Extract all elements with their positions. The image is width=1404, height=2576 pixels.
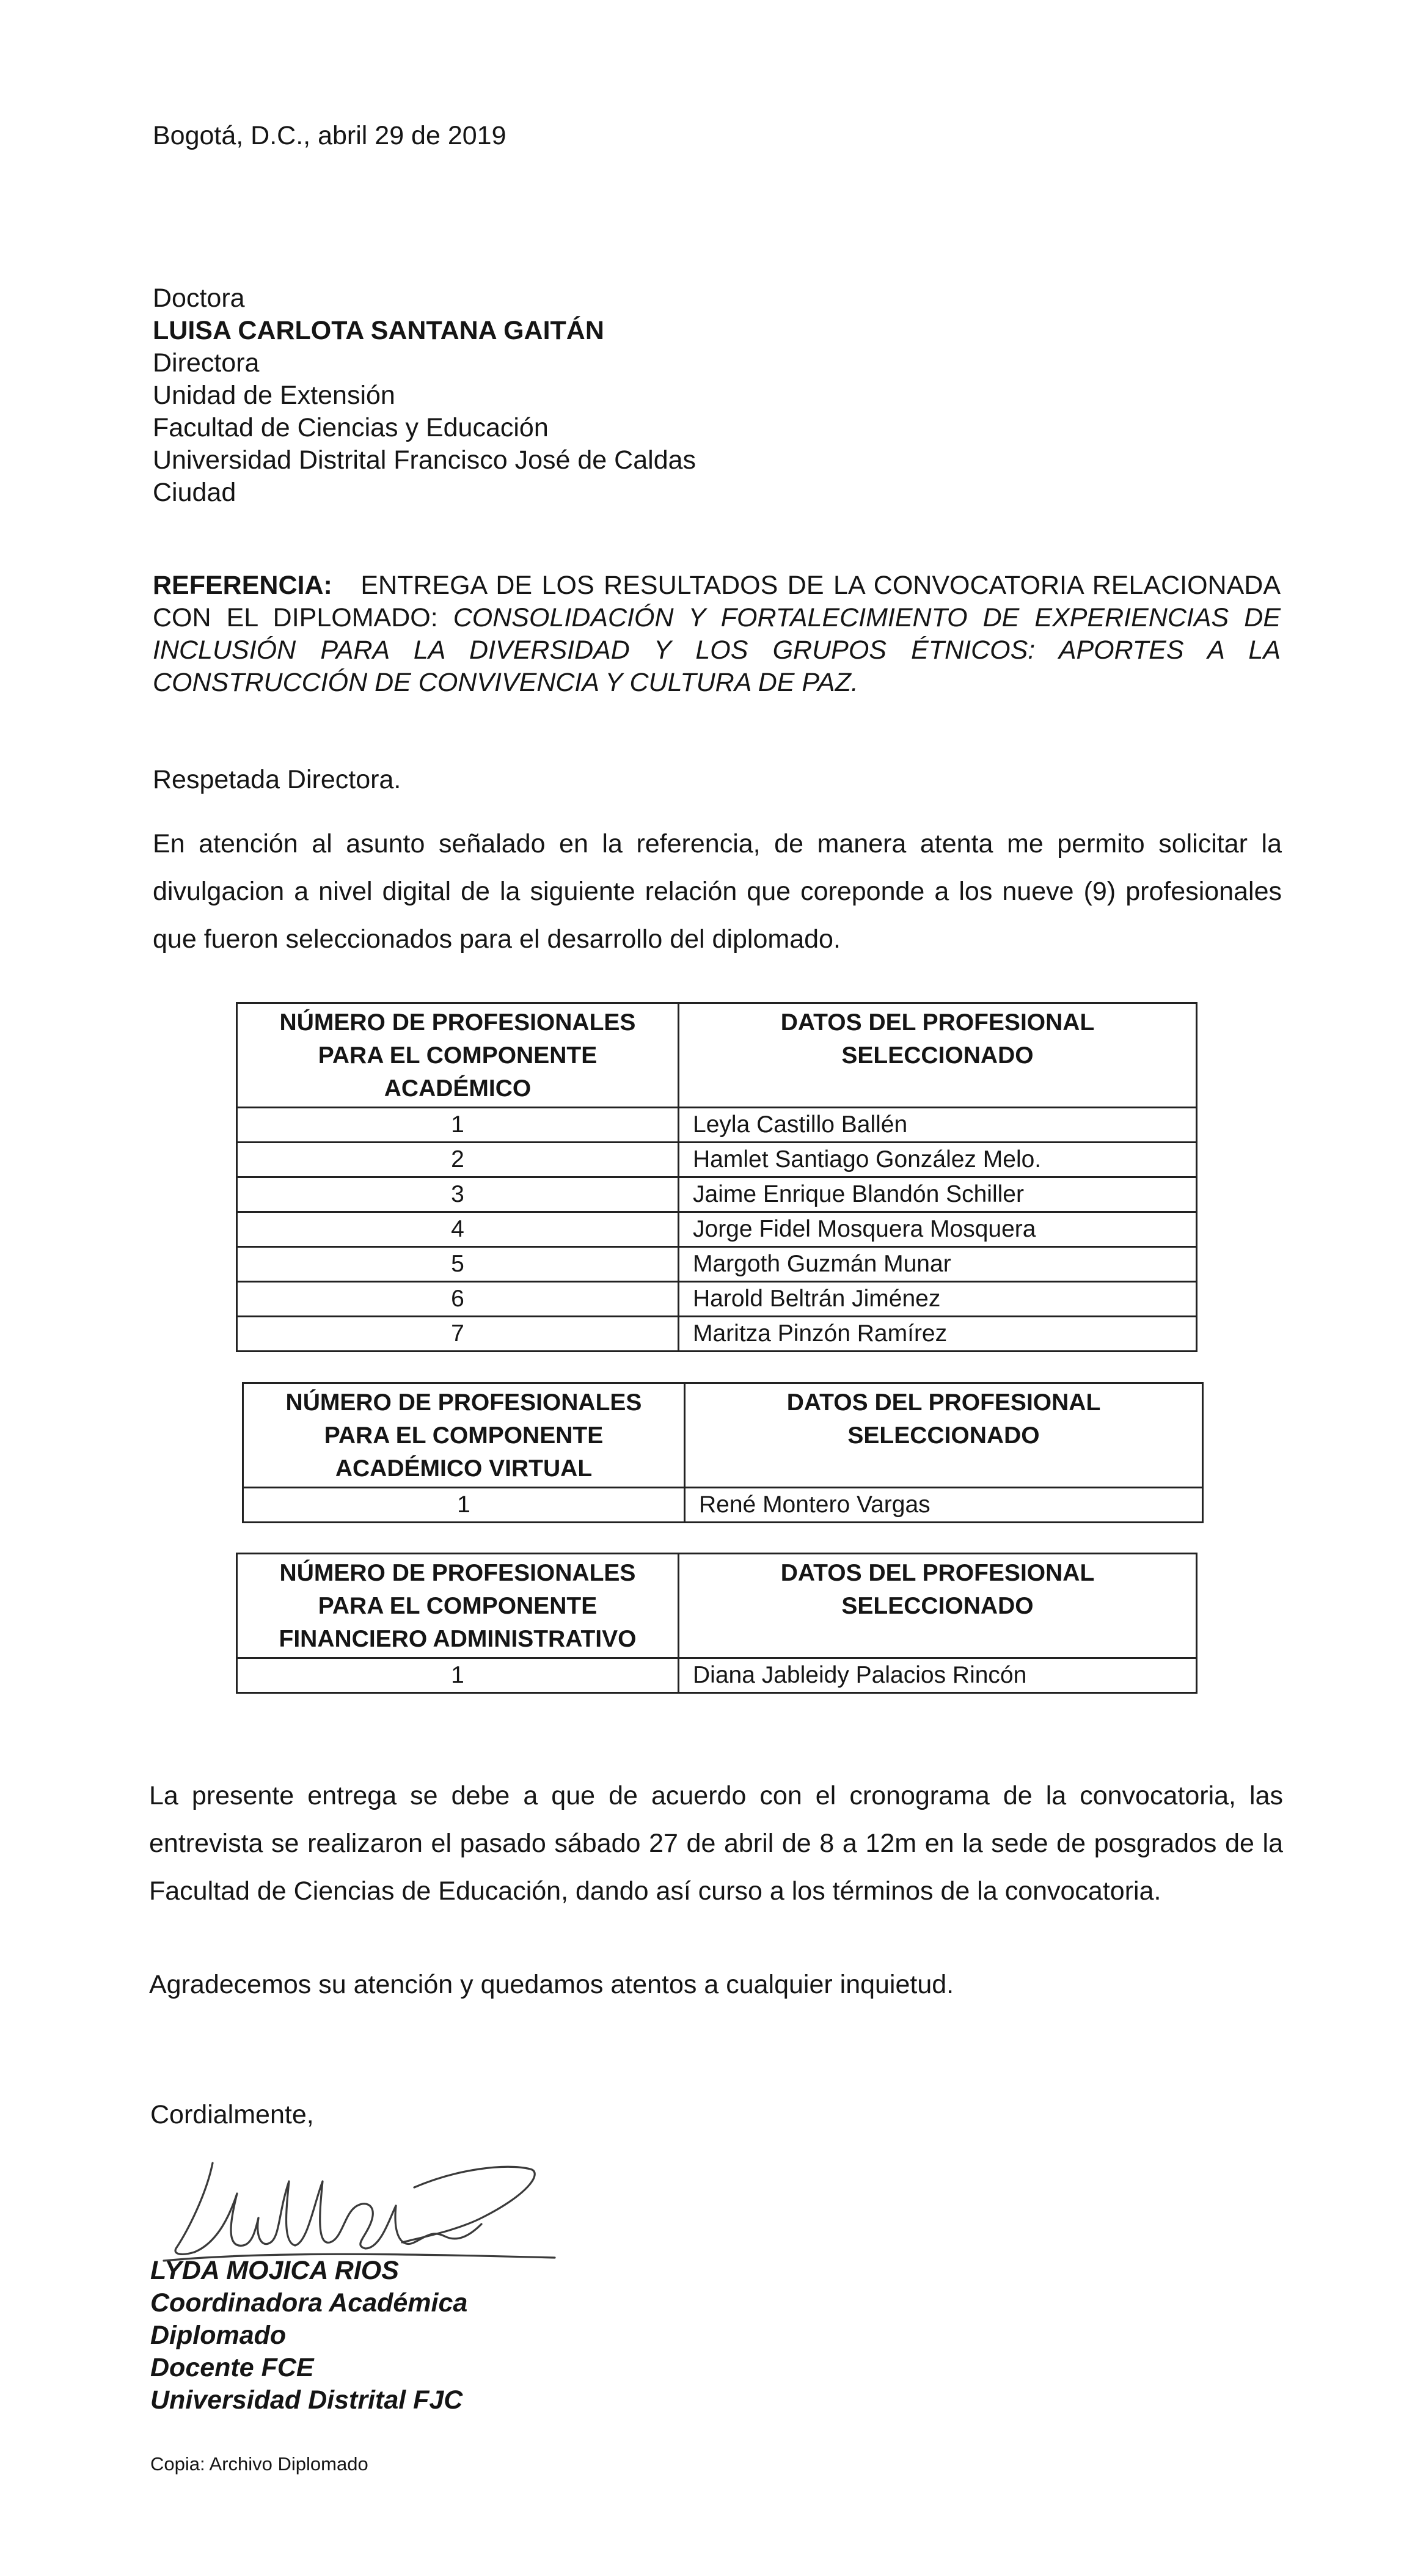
table-row (237, 1247, 1197, 1282)
financial-component-table (236, 1553, 1197, 1694)
row-number: 7 (237, 1317, 679, 1352)
recipient-position: Directora (153, 348, 260, 378)
row-name: Hamlet Santiago González Melo. (679, 1143, 1197, 1177)
signatory-name: LYDA MOJICA RIOS (150, 2256, 399, 2285)
table-row (237, 1143, 1197, 1177)
table-row (237, 1658, 1197, 1693)
signatory-program: Diplomado (150, 2321, 287, 2350)
row-number: 4 (237, 1212, 679, 1247)
virtual-component-table (242, 1382, 1204, 1523)
table-row (237, 1108, 1197, 1143)
closing-paragraph: La presente entrega se debe a que de acuerdo con el cronograma de la convocatoria, las entrevista se realizaron el pasado sábado 27 de abril de 8 a 12m en la sede de posgrados de la Facultad de Ciencias de Educación, dando así curso a los términos de la convocatoria. (149, 1781, 1283, 1906)
row-name: Harold Beltrán Jiménez (679, 1282, 1197, 1317)
signatory-title: Docente FCE (150, 2353, 314, 2382)
intro-paragraph: En atención al asunto señalado en la referencia, de manera atenta me permito solicitar la divulgacion a nivel digital de la siguiente relación que coreponde a los nueve (9) profesionales que fueron seleccionados para el desarrollo del diplomado. (153, 829, 1282, 954)
reference-text: ENTREGA DE LOS RESULTADOS DE LA CONVOCATORIA RELACIONADA CON EL DIPLOMADO: (153, 571, 1281, 632)
reference-label: REFERENCIA: (153, 571, 332, 600)
header-data: DATOS DEL PROFESIONAL SELECCIONADO (685, 1383, 1203, 1488)
farewell: Cordialmente, (150, 2100, 314, 2129)
header-number: NÚMERO DE PROFESIONALES PARA EL COMPONENTE FINANCIERO ADMINISTRATIVO (237, 1554, 679, 1658)
row-name: Margoth Guzmán Munar (679, 1247, 1197, 1282)
table-row (237, 1177, 1197, 1212)
copy-line: Copia: Archivo Diplomado (150, 2453, 368, 2475)
row-number: 2 (237, 1143, 679, 1177)
signatory-institution: Universidad Distrital FJC (150, 2385, 463, 2415)
row-number: 6 (237, 1282, 679, 1317)
signatory-block (150, 2255, 467, 2417)
recipient-unit: Unidad de Extensión (153, 381, 395, 410)
row-number: 5 (237, 1247, 679, 1282)
recipient-title: Doctora (153, 284, 245, 313)
row-number: 1 (237, 1108, 679, 1143)
recipient-city: Ciudad (153, 478, 236, 507)
date-line: Bogotá, D.C., abril 29 de 2019 (153, 121, 506, 150)
thanks-line: Agradecemos su atención y quedamos atentos a cualquier inquietud. (149, 1970, 954, 1999)
row-number: 1 (243, 1488, 685, 1523)
reference-block (153, 569, 1281, 699)
row-number: 1 (237, 1658, 679, 1693)
greeting: Respetada Directora. (153, 765, 401, 794)
table-header-row (237, 1554, 1197, 1658)
row-name: Maritza Pinzón Ramírez (679, 1317, 1197, 1352)
table-header-row (243, 1383, 1203, 1488)
recipient-name: LUISA CARLOTA SANTANA GAITÁN (153, 316, 604, 345)
recipient-university: Universidad Distrital Francisco José de Caldas (153, 445, 697, 475)
row-name: Diana Jableidy Palacios Rincón (679, 1658, 1197, 1693)
table-row (237, 1317, 1197, 1352)
table-header-row (237, 1003, 1197, 1108)
recipient-faculty: Facultad de Ciencias y Educación (153, 413, 549, 442)
table-row (237, 1212, 1197, 1247)
row-name: Jaime Enrique Blandón Schiller (679, 1177, 1197, 1212)
row-name: Jorge Fidel Mosquera Mosquera (679, 1212, 1197, 1247)
header-data: DATOS DEL PROFESIONAL SELECCIONADO (679, 1554, 1197, 1658)
row-name: René Montero Vargas (685, 1488, 1203, 1523)
table-row (243, 1488, 1203, 1523)
row-name: Leyla Castillo Ballén (679, 1108, 1197, 1143)
signatory-role: Coordinadora Académica (150, 2288, 468, 2318)
reference-diploma-title: CONSOLIDACIÓN Y FORTALECIMIENTO DE EXPERIENCIAS DE INCLUSIÓN PARA LA DIVERSIDAD Y LOS GRUPOS ÉTNICOS: APORTES A LA CONSTRUCCIÓN DE CONVIVENCIA Y CULTURA DE PAZ. (153, 603, 1281, 697)
recipient-block (153, 282, 696, 509)
academic-component-table (236, 1002, 1197, 1352)
table-row (237, 1282, 1197, 1317)
row-number: 3 (237, 1177, 679, 1212)
header-data: DATOS DEL PROFESIONAL SELECCIONADO (679, 1003, 1197, 1108)
header-number: NÚMERO DE PROFESIONALES PARA EL COMPONENTE ACADÉMICO VIRTUAL (243, 1383, 685, 1488)
header-number: NÚMERO DE PROFESIONALES PARA EL COMPONENTE ACADÉMICO (237, 1003, 679, 1108)
